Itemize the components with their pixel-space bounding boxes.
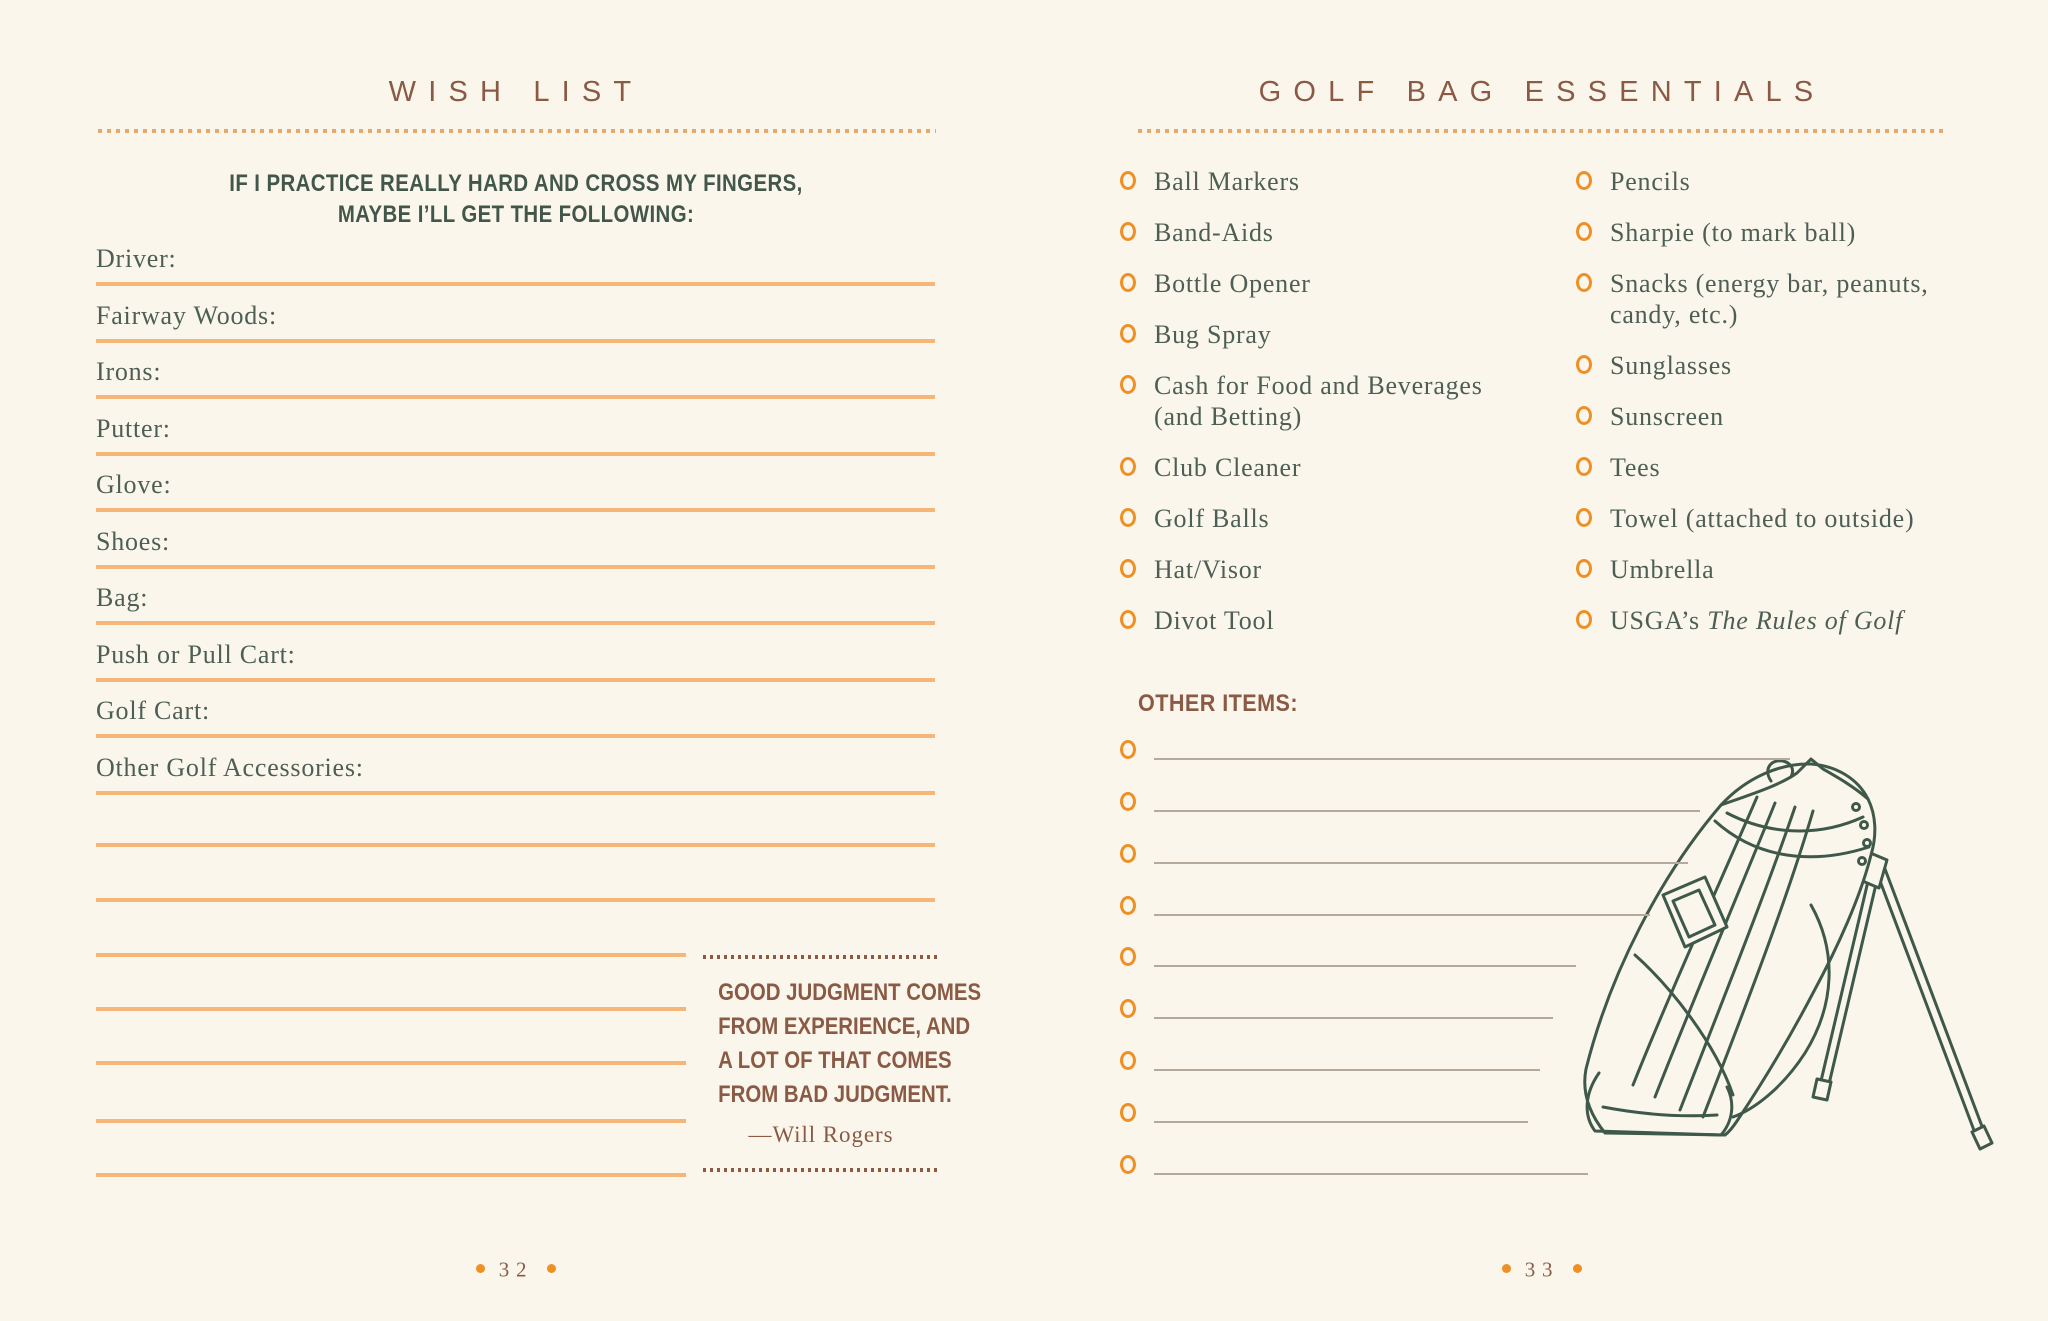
checklist-item-label: Band-Aids [1154, 218, 1274, 247]
checkbox-circle[interactable] [1120, 559, 1136, 578]
checkbox-circle[interactable] [1120, 947, 1136, 966]
checklist-item-label: Umbrella [1610, 555, 1715, 584]
checkbox-circle[interactable] [1576, 273, 1592, 292]
checkbox-circle[interactable] [1120, 375, 1136, 394]
checkbox-circle[interactable] [1120, 273, 1136, 292]
other-items-label: OTHER ITEMS: [1138, 690, 1298, 717]
right-page-title: GOLF BAG ESSENTIALS [1258, 76, 1826, 108]
checkbox-circle[interactable] [1576, 559, 1592, 578]
field-label: Driver: [96, 244, 177, 273]
checklist-item-label: Ball Markers [1154, 167, 1300, 196]
field-write-in-line[interactable] [96, 621, 935, 625]
checklist-item-label: Club Cleaner [1154, 453, 1302, 482]
checkbox-circle[interactable] [1120, 1051, 1136, 1070]
checklist-item-label: Snacks (energy bar, peanuts, candy, etc.) [1610, 269, 1929, 329]
checkbox-circle[interactable] [1576, 222, 1592, 241]
other-item-write-in-line[interactable] [1154, 965, 1576, 967]
other-item-write-in-line[interactable] [1154, 914, 1650, 916]
checkbox-circle[interactable] [1576, 508, 1592, 527]
blank-write-in-line-short[interactable] [96, 1119, 686, 1123]
checkbox-circle[interactable] [1120, 222, 1136, 241]
checkbox-circle[interactable] [1120, 1155, 1136, 1174]
checklist-item-label: Divot Tool [1154, 606, 1275, 635]
blank-write-in-line[interactable] [96, 898, 935, 902]
field-label: Fairway Woods: [96, 301, 277, 330]
other-item-write-in-line[interactable] [1154, 1173, 1588, 1175]
field-label: Other Golf Accessories: [96, 753, 364, 782]
checklist-item-label: Tees [1610, 453, 1661, 482]
page-number-value: 33 [1524, 1257, 1560, 1282]
field-write-in-line[interactable] [96, 791, 935, 795]
checklist-item-label: Sunscreen [1610, 402, 1724, 431]
checkbox-circle[interactable] [1576, 457, 1592, 476]
checkbox-circle[interactable] [1120, 999, 1136, 1018]
checkbox-circle[interactable] [1120, 844, 1136, 863]
checklist-item-label: Cash for Food and Beverages (and Betting) [1154, 371, 1483, 431]
checkbox-circle[interactable] [1576, 355, 1592, 374]
field-label: Glove: [96, 470, 172, 499]
checklist-item-label: Sunglasses [1610, 351, 1732, 380]
checkbox-circle[interactable] [1120, 508, 1136, 527]
left-page-title: WISH LIST [388, 76, 644, 108]
quote-line-1: GOOD JUDGMENT COMES [718, 979, 982, 1006]
subtitle-line-1: IF I PRACTICE REALLY HARD AND CROSS MY FINGERS, [229, 170, 803, 197]
checklist-item-label: Pencils [1610, 167, 1691, 196]
field-label: Putter: [96, 414, 171, 443]
right-header-dotted-divider [1138, 129, 1945, 133]
left-header-dotted-divider [98, 129, 936, 133]
checklist-item-label: Sharpie (to mark ball) [1610, 218, 1857, 247]
blank-write-in-line-short[interactable] [96, 1061, 686, 1065]
checkbox-circle[interactable] [1120, 740, 1136, 759]
checklist-item-label: Hat/Visor [1154, 555, 1262, 584]
other-item-write-in-line[interactable] [1154, 810, 1700, 812]
blank-write-in-line-short[interactable] [96, 953, 686, 957]
field-label: Golf Cart: [96, 696, 210, 725]
field-write-in-line[interactable] [96, 452, 935, 456]
checkbox-circle[interactable] [1576, 406, 1592, 425]
checkbox-circle[interactable] [1576, 610, 1592, 629]
field-write-in-line[interactable] [96, 734, 935, 738]
page-number-value: 32 [498, 1257, 534, 1282]
quote-attribution: —Will Rogers [748, 1122, 894, 1147]
checkbox-circle[interactable] [1576, 171, 1592, 190]
left-subtitle [159, 168, 873, 230]
checkbox-circle[interactable] [1120, 896, 1136, 915]
quote-top-dotted-divider [703, 955, 940, 959]
checkbox-circle[interactable] [1120, 324, 1136, 343]
other-item-write-in-line[interactable] [1154, 1069, 1540, 1071]
checklist-item-label: Bug Spray [1154, 320, 1272, 349]
field-label: Bag: [96, 583, 149, 612]
field-label: Shoes: [96, 527, 171, 556]
quote-line-4: FROM BAD JUDGMENT. [718, 1081, 952, 1108]
field-write-in-line[interactable] [96, 395, 935, 399]
checklist-item-label: Golf Balls [1154, 504, 1270, 533]
quote-line-3: A LOT OF THAT COMES [718, 1047, 952, 1074]
checkbox-circle[interactable] [1120, 457, 1136, 476]
page-number-left [96, 1256, 936, 1283]
field-label: Irons: [96, 357, 162, 386]
field-write-in-line[interactable] [96, 565, 935, 569]
other-item-write-in-line[interactable] [1154, 1017, 1553, 1019]
checkbox-circle[interactable] [1120, 792, 1136, 811]
golf-bag-illustration [1575, 755, 1995, 1155]
checkbox-circle[interactable] [1120, 610, 1136, 629]
blank-write-in-line-short[interactable] [96, 1173, 686, 1177]
page-number-dot-icon [547, 1264, 556, 1273]
page-number-dot-icon [1573, 1264, 1582, 1273]
quote-text [718, 976, 982, 1112]
quote-bottom-dotted-divider [703, 1168, 940, 1172]
field-write-in-line[interactable] [96, 678, 935, 682]
field-write-in-line[interactable] [96, 339, 935, 343]
checkbox-circle[interactable] [1120, 171, 1136, 190]
page-number-dot-icon [476, 1264, 485, 1273]
other-item-write-in-line[interactable] [1154, 758, 1790, 760]
field-label: Push or Pull Cart: [96, 640, 296, 669]
quote-line-2: FROM EXPERIENCE, AND [718, 1013, 971, 1040]
blank-write-in-line[interactable] [96, 843, 935, 847]
checklist-item-label: USGA’s The Rules of Golf [1610, 606, 1904, 635]
field-write-in-line[interactable] [96, 282, 935, 286]
checklist-item-label: Bottle Opener [1154, 269, 1311, 298]
blank-write-in-line-short[interactable] [96, 1007, 686, 1011]
field-write-in-line[interactable] [96, 508, 935, 512]
page-number-dot-icon [1502, 1264, 1511, 1273]
checklist-item-label: Towel (attached to outside) [1610, 504, 1915, 533]
checkbox-circle[interactable] [1120, 1103, 1136, 1122]
other-item-write-in-line[interactable] [1154, 1121, 1528, 1123]
subtitle-line-2: MAYBE I’LL GET THE FOLLOWING: [337, 201, 695, 228]
other-item-write-in-line[interactable] [1154, 862, 1688, 864]
page-number-right [1138, 1256, 1946, 1283]
